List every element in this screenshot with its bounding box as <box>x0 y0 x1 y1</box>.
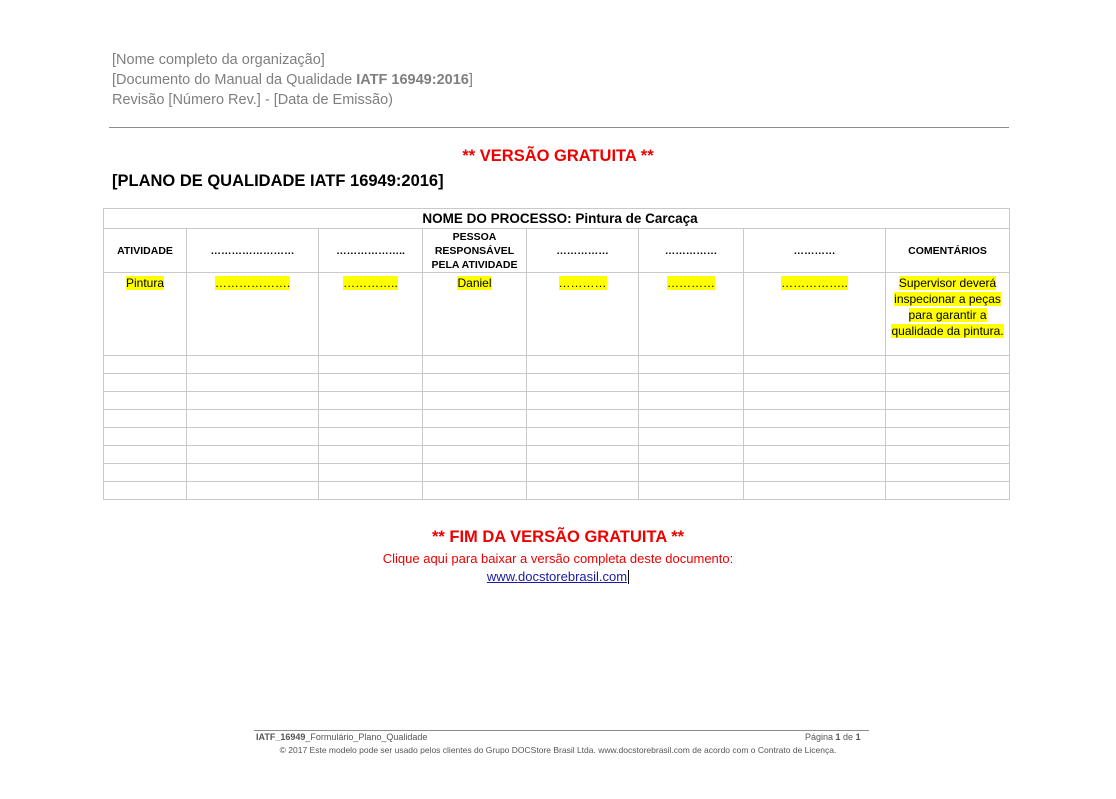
table-cell[interactable] <box>886 273 1010 356</box>
cell-text: ………… <box>558 276 607 290</box>
download-prompt: Clique aqui para baixar a versão completa deste documento: <box>382 551 734 566</box>
table-cell[interactable] <box>187 410 319 428</box>
table-cell[interactable] <box>319 356 423 374</box>
header-row <box>104 229 1010 273</box>
manual-suffix: ] <box>468 72 473 88</box>
table-row <box>104 464 1010 482</box>
table-cell[interactable] <box>423 273 527 356</box>
header-cell[interactable]: …………… <box>527 229 639 273</box>
cell-text: Pintura <box>125 276 165 290</box>
free-version-title: ** VERSÃO GRATUITA ** <box>462 147 654 165</box>
table-cell[interactable] <box>744 374 886 392</box>
table-row <box>104 356 1010 374</box>
cell-text: ………………. <box>214 276 291 290</box>
table-cell[interactable] <box>527 428 639 446</box>
table-cell[interactable] <box>104 410 187 428</box>
download-link[interactable]: www.docstorebrasil.com <box>486 569 628 584</box>
table-cell[interactable] <box>527 446 639 464</box>
table-cell[interactable] <box>187 273 319 356</box>
header-cell[interactable]: …………… <box>639 229 744 273</box>
table-cell[interactable] <box>423 446 527 464</box>
table-cell[interactable] <box>639 464 744 482</box>
header-cell[interactable]: …………………… <box>187 229 319 273</box>
header-cell[interactable]: PESSOA RESPONSÁVEL PELA ATIVIDADE <box>423 229 527 273</box>
doc-code-bold: IATF_16949 <box>256 732 306 742</box>
process-name-cell[interactable]: NOME DO PROCESSO: Pintura de Carcaça <box>104 209 1010 229</box>
table-cell[interactable] <box>527 410 639 428</box>
table-cell[interactable] <box>527 464 639 482</box>
table-cell[interactable] <box>886 392 1010 410</box>
table-cell[interactable] <box>744 428 886 446</box>
table-cell[interactable] <box>527 392 639 410</box>
table-cell[interactable] <box>744 392 886 410</box>
doc-code-rest: _Formulário_Plano_Qualidade <box>305 732 428 742</box>
table-cell[interactable] <box>886 446 1010 464</box>
table-cell[interactable] <box>744 273 886 356</box>
table-row <box>104 273 1010 356</box>
table-cell[interactable] <box>527 356 639 374</box>
page-mid: de <box>840 732 856 742</box>
table-cell[interactable] <box>319 410 423 428</box>
quality-plan-table <box>103 208 1010 500</box>
header-cell[interactable]: ATIVIDADE <box>104 229 187 273</box>
page-current: 1 <box>835 732 841 742</box>
header-divider <box>109 127 1009 128</box>
table-row <box>104 410 1010 428</box>
table-cell[interactable] <box>527 374 639 392</box>
table-cell[interactable] <box>104 392 187 410</box>
table-cell[interactable] <box>104 273 187 356</box>
table-cell[interactable] <box>104 446 187 464</box>
table-row <box>104 446 1010 464</box>
table-row <box>104 482 1010 500</box>
table-cell[interactable] <box>423 410 527 428</box>
manual-prefix: [Documento do Manual da Qualidade <box>112 72 357 88</box>
revision-line: Revisão [Número Rev.] - [Data de Emissão) <box>112 92 393 108</box>
table-cell[interactable] <box>104 464 187 482</box>
table-cell[interactable] <box>423 356 527 374</box>
table-cell[interactable] <box>319 482 423 500</box>
table-cell[interactable] <box>886 428 1010 446</box>
table-cell[interactable] <box>187 464 319 482</box>
table-cell[interactable] <box>187 392 319 410</box>
table-cell[interactable] <box>639 428 744 446</box>
org-name: [Nome completo da organização] <box>112 52 325 68</box>
table-cell[interactable] <box>744 446 886 464</box>
table-row <box>104 392 1010 410</box>
table-cell[interactable] <box>639 482 744 500</box>
table-cell[interactable] <box>319 273 423 356</box>
end-free-version-title: ** FIM DA VERSÃO GRATUITA ** <box>431 528 685 546</box>
page-footer-doc-code <box>256 732 427 742</box>
table-cell[interactable] <box>423 428 527 446</box>
cell-text: ………….. <box>343 276 398 290</box>
cell-text: Daniel <box>457 276 492 290</box>
header-cell[interactable]: ………… <box>744 229 886 273</box>
table-cell[interactable] <box>319 428 423 446</box>
table-cell[interactable] <box>639 392 744 410</box>
table-cell[interactable] <box>423 482 527 500</box>
header-cell[interactable]: COMENTÁRIOS <box>886 229 1010 273</box>
table-cell[interactable] <box>744 482 886 500</box>
header-cell[interactable]: ……………….. <box>319 229 423 273</box>
table-cell[interactable] <box>104 374 187 392</box>
table-cell[interactable] <box>423 464 527 482</box>
table-cell[interactable] <box>527 273 639 356</box>
table-row <box>104 374 1010 392</box>
table-cell[interactable] <box>639 356 744 374</box>
comment-text: Supervisor deverá inspecionar a peças para garantir a qualidade da pintura. <box>891 276 1004 338</box>
table-cell[interactable] <box>104 482 187 500</box>
table-cell[interactable] <box>187 428 319 446</box>
table-cell[interactable] <box>886 410 1010 428</box>
table-cell[interactable] <box>886 356 1010 374</box>
table-cell[interactable] <box>319 374 423 392</box>
manual-line <box>112 70 473 90</box>
download-link-wrap <box>0 569 1116 584</box>
page-footer-divider <box>254 730 869 731</box>
table-cell[interactable] <box>187 446 319 464</box>
table-cell[interactable] <box>319 464 423 482</box>
table-cell[interactable] <box>744 410 886 428</box>
table-cell[interactable] <box>744 356 886 374</box>
text-cursor <box>628 570 629 584</box>
table-cell[interactable] <box>886 374 1010 392</box>
page-total: 1 <box>855 732 861 742</box>
table-cell[interactable] <box>886 482 1010 500</box>
table-cell[interactable] <box>423 374 527 392</box>
copyright-notice: © 2017 Este modelo pode ser usado pelos clientes do Grupo DOCStore Brasil Ltda. www.docstorebrasil.com de acordo com o Contrato de Licença. <box>279 745 837 755</box>
document-title: [PLANO DE QUALIDADE IATF 16949:2016] <box>112 172 444 190</box>
manual-standard: IATF 16949:2016 <box>356 72 469 88</box>
table-cell[interactable] <box>639 374 744 392</box>
table-cell[interactable] <box>639 273 744 356</box>
table-cell[interactable] <box>886 464 1010 482</box>
table-cell[interactable] <box>187 356 319 374</box>
page-prefix: Página <box>805 732 836 742</box>
table-cell[interactable] <box>639 446 744 464</box>
document-header <box>112 50 473 110</box>
cell-text: ………… <box>667 276 715 290</box>
table-cell[interactable] <box>104 356 187 374</box>
cell-text: …………….. <box>781 276 848 290</box>
table-cell[interactable] <box>423 392 527 410</box>
table-cell[interactable] <box>319 446 423 464</box>
table-cell[interactable] <box>639 410 744 428</box>
page-number <box>805 732 861 742</box>
table-cell[interactable] <box>319 392 423 410</box>
table-row <box>104 428 1010 446</box>
table-cell[interactable] <box>187 482 319 500</box>
table-cell[interactable] <box>187 374 319 392</box>
table-cell[interactable] <box>104 428 187 446</box>
table-cell[interactable] <box>527 482 639 500</box>
table-cell[interactable] <box>744 464 886 482</box>
